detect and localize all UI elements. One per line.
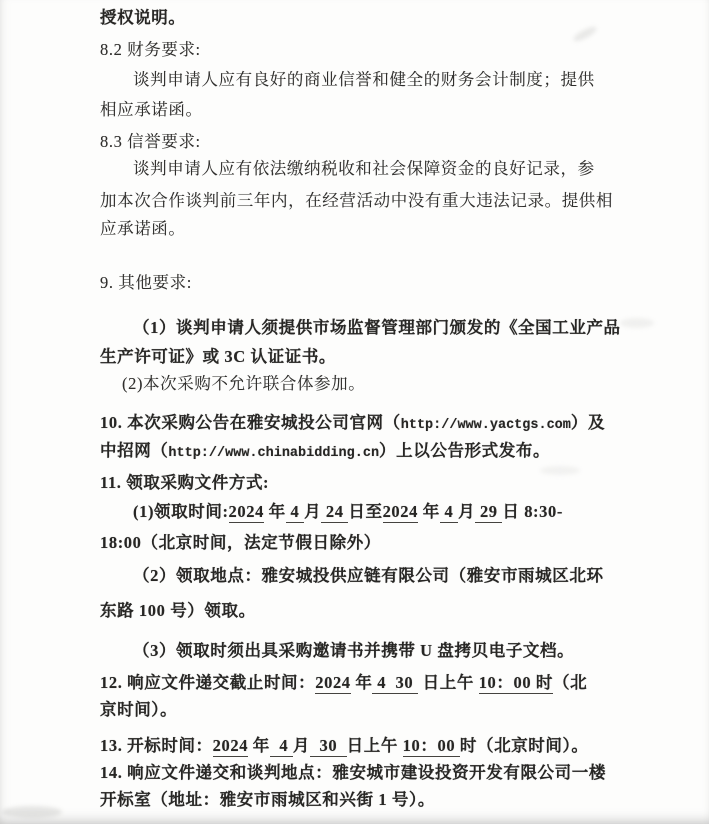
field-start-day: 24 bbox=[321, 502, 349, 521]
para-credit-line1 bbox=[133, 159, 595, 178]
field-start-month: 4 bbox=[285, 502, 305, 521]
para-other-item2 bbox=[122, 374, 365, 393]
text-run: 年 bbox=[248, 736, 270, 755]
text-run: 开标室（地址：雅安市雨城区和兴街 1 号）。 bbox=[100, 790, 435, 809]
text-run: 谈判申请人应有依法缴纳税收和社会保障资金的良好记录，参 bbox=[133, 159, 595, 178]
text-run: 年 bbox=[417, 502, 440, 521]
field-opening-hour: 10：00 bbox=[402, 736, 460, 755]
section-14-location-line1 bbox=[100, 763, 606, 782]
text-run: (2)本次采购不允许联合体参加。 bbox=[122, 374, 366, 393]
text-run: 10. 本次采购公告在雅安城投公司官网（ bbox=[100, 413, 401, 432]
text-run: 年 bbox=[350, 673, 373, 692]
text-run: 9. 其他要求: bbox=[100, 273, 192, 292]
text-run: 8.3 信誉要求: bbox=[100, 132, 201, 151]
url-yactgs: http://www.yactgs.com bbox=[400, 418, 571, 433]
section-11-item1-line2 bbox=[100, 533, 381, 552]
para-other-item1-line1 bbox=[133, 318, 621, 337]
text-run: 相应承诺函。 bbox=[100, 100, 203, 119]
field-end-month: 4 bbox=[439, 502, 459, 521]
heading-8-2-financial bbox=[100, 40, 201, 59]
field-end-year: 2024 bbox=[382, 502, 418, 521]
scan-smudge bbox=[620, 318, 654, 328]
field-opening-year: 2024 bbox=[212, 736, 249, 755]
field-deadline-time: 10：00 时 bbox=[478, 673, 554, 692]
section-10-announcement-line2 bbox=[100, 441, 550, 463]
field-deadline-month: 4 bbox=[372, 673, 391, 692]
text-run: 日上午 bbox=[346, 736, 403, 755]
field-deadline-day: 30 bbox=[390, 673, 418, 692]
text-run: 日至 bbox=[348, 502, 383, 521]
para-credit-line2 bbox=[100, 191, 613, 210]
text-run: 应承诺函。 bbox=[100, 219, 186, 238]
text-run: 月 bbox=[292, 736, 311, 755]
text-run: ）上以公告形式发布。 bbox=[379, 441, 551, 460]
text-run: 谈判申请人应有良好的商业信誉和健全的财务会计制度；提供 bbox=[133, 70, 595, 89]
para-credit-line3 bbox=[100, 219, 186, 238]
text-run: 月 bbox=[458, 502, 476, 521]
authorization-note bbox=[100, 8, 186, 27]
text-run: 东路 100 号）领取。 bbox=[100, 601, 256, 620]
text-run: 日上午 bbox=[417, 673, 479, 692]
heading-9-other bbox=[100, 273, 192, 292]
scan-smudge bbox=[540, 466, 580, 475]
section-11-item2-line1 bbox=[133, 566, 604, 585]
text-run: 生产许可证》或 3C 认证证书。 bbox=[100, 347, 337, 366]
text-run: 8.2 财务要求: bbox=[100, 40, 201, 59]
text-run: （3）领取时须出具采购邀请书并携带 U 盘拷贝电子文档。 bbox=[133, 641, 575, 660]
section-10-announcement-line1 bbox=[100, 413, 605, 435]
text-run: （北 bbox=[553, 673, 588, 692]
field-end-day: 29 bbox=[475, 502, 503, 521]
section-12-deadline-line2 bbox=[100, 700, 177, 719]
text-run: (1)领取时间: bbox=[133, 502, 229, 521]
text-run: 14. 响应文件递交和谈判地点：雅安城市建设投资开发有限公司一楼 bbox=[100, 763, 606, 782]
text-run: 京时间）。 bbox=[100, 700, 178, 719]
scan-smudge bbox=[2, 806, 62, 818]
scan-smudge bbox=[572, 24, 599, 43]
text-run: 18:00（北京时间，法定节假日除外） bbox=[100, 533, 381, 552]
text-run: 加本次合作谈判前三年内，在经营活动中没有重大违法记录。提供相 bbox=[100, 191, 613, 210]
section-12-deadline-line1 bbox=[100, 673, 587, 692]
text-run: 时（北京时间）。 bbox=[459, 736, 589, 755]
section-11-heading bbox=[100, 473, 269, 492]
para-financial-line2 bbox=[100, 100, 203, 119]
section-11-item2-line2 bbox=[100, 601, 256, 620]
field-start-year: 2024 bbox=[228, 502, 264, 521]
text-run: 年 bbox=[263, 502, 286, 521]
heading-8-3-credit bbox=[100, 132, 201, 151]
text-run: （2）领取地点：雅安城投供应链有限公司（雅安市雨城区北环 bbox=[133, 566, 604, 585]
url-chinabidding: http://www.chinabidding.cn bbox=[168, 446, 380, 461]
field-opening-month: 4 bbox=[269, 736, 293, 755]
field-opening-day: 30 bbox=[310, 736, 347, 755]
text-run: 13. 开标时间： bbox=[100, 736, 213, 755]
text-run: 日 8:30- bbox=[502, 502, 563, 521]
text-run: （1）谈判申请人须提供市场监督管理部门颁发的《全国工业产品 bbox=[133, 318, 621, 337]
text-run: 授权说明。 bbox=[100, 8, 186, 27]
section-13-opening-time bbox=[100, 736, 588, 755]
text-run: 中招网（ bbox=[100, 441, 169, 460]
text-run: 11. 领取采购文件方式: bbox=[100, 473, 270, 492]
text-run: 月 bbox=[304, 502, 322, 521]
section-11-item1-line1 bbox=[133, 502, 563, 521]
section-14-location-line2 bbox=[100, 790, 435, 809]
para-other-item1-line2 bbox=[100, 347, 336, 366]
text-run: 12. 响应文件递交截止时间： bbox=[100, 673, 316, 692]
text-run: ）及 bbox=[570, 413, 606, 432]
para-financial-line1 bbox=[133, 70, 595, 89]
section-11-item3 bbox=[133, 641, 574, 660]
field-deadline-year: 2024 bbox=[315, 673, 351, 692]
